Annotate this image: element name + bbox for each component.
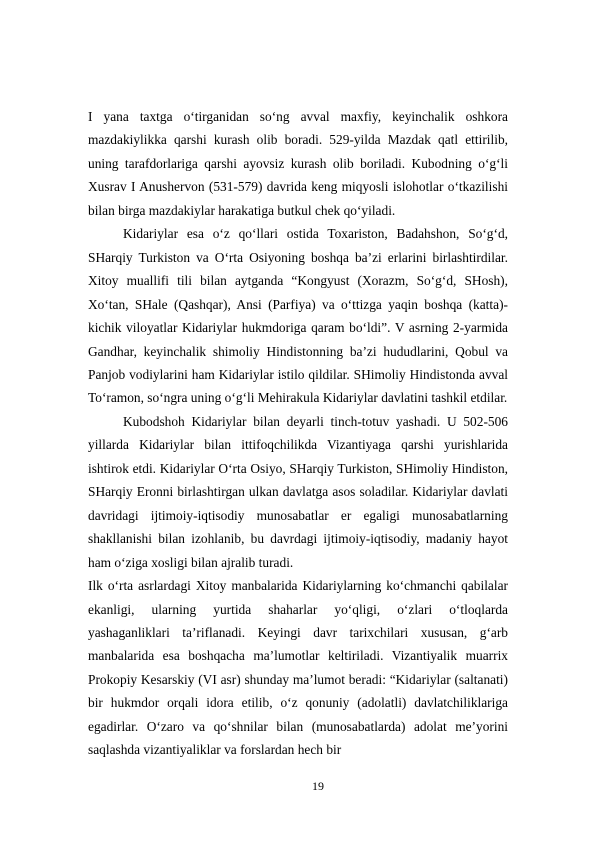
paragraph-3: Kubodshoh Kidariylar bilan deyarli tinch-totuv yashadi. U 502-506 yillarda Kidariylar bilan ittifoqchilikda Vizantiyaga qarshi yurishlarida ishtirok etdi. Kidariylar O‘rta Osiyo, SHarqiy Turkiston, SHimoliy Hindiston, SHarqiy Eronni birlashtirgan ulkan davlatga asos soladilar. Kidariylar davlati davridagi ijtimoiy-iqtisodiy munosabatlar er egaligi munosabatlarning shakllanishi bilan izohlanib, bu davrdagi ijtimoiy-iqtisodiy, madaniy hayot ham o‘ziga xosligi bilan ajralib turadi. — [88, 413, 508, 570]
paragraph-1: I yana taxtga o‘tirganidan so‘ng avval maxfiy, keyinchalik oshkora mazdakiylikka qarshi kurash olib boradi. 529-yilda Mazdak qatl ettirilib, uning tarafdorlariga qarshi ayovsiz kurash olib boriladi. Kubodning o‘g‘li Xusrav I Anushervon (531-579) davrida keng miqyosli islohotlar o‘tkazilishi bilan birga mazdakiylar harakatiga butkul chek qo‘yiladi. — [88, 109, 508, 218]
page-number: 19 — [312, 779, 324, 793]
document-body — [88, 105, 508, 762]
paragraph-2: Kidariylar esa o‘z qo‘llari ostida Toxariston, Badahshon, So‘g‘d, SHarqiy Turkiston va O‘rta Osiyoning boshqa ba’zi erlarini birlashtirdilar. Xitoy muallifi tili bilan aytganda “Kongyust (Xorazm, So‘g‘d, SHosh), Xo‘tan, SHale (Qashqar), Ansi (Parfiya) va o‘ttizga yaqin boshqa (katta)-kichik viloyatlar Kidariylar hukmdoriga qaram bo‘ldi”. V asrning 2-yarmida Gandhar, keyinchalik shimoliy Hindistonning ba’zi hududlarini, Qobul va Panjob vodiylarini ham Kidariylar istilo qildilar. SHimoliy Hindistonda avval To‘ramon, so‘ngra uning o‘g‘li Mehirakula Kidariylar davlatini tashkil etdilar. — [88, 226, 508, 406]
paragraph-4: Ilk o‘rta asrlardagi Xitoy manbalarida Kidariylarning ko‘chmanchi qabilalar ekanligi, ularning yurtida shaharlar yo‘qligi, o‘zlari o‘tloqlarda yashaganliklari ta’riflanadi. Keyingi davr tarixchilari xususan, g‘arb manbalarida esa boshqacha ma’lumotlar keltiriladi. Vizantiyalik muarrix Prokopiy Kesarskiy (VI asr) shunday ma’lumot beradi: “Kidariylar (saltanati) bir hukmdor orqali idora etilib, o‘z qonuniy (adolatli) davlatchiliklariga egadirlar. O‘zaro va qo‘shnilar bilan (munosabatlarda) adolat me’yorini saqlashda vizantiyaliklar va forslardan hech bir — [88, 578, 508, 758]
